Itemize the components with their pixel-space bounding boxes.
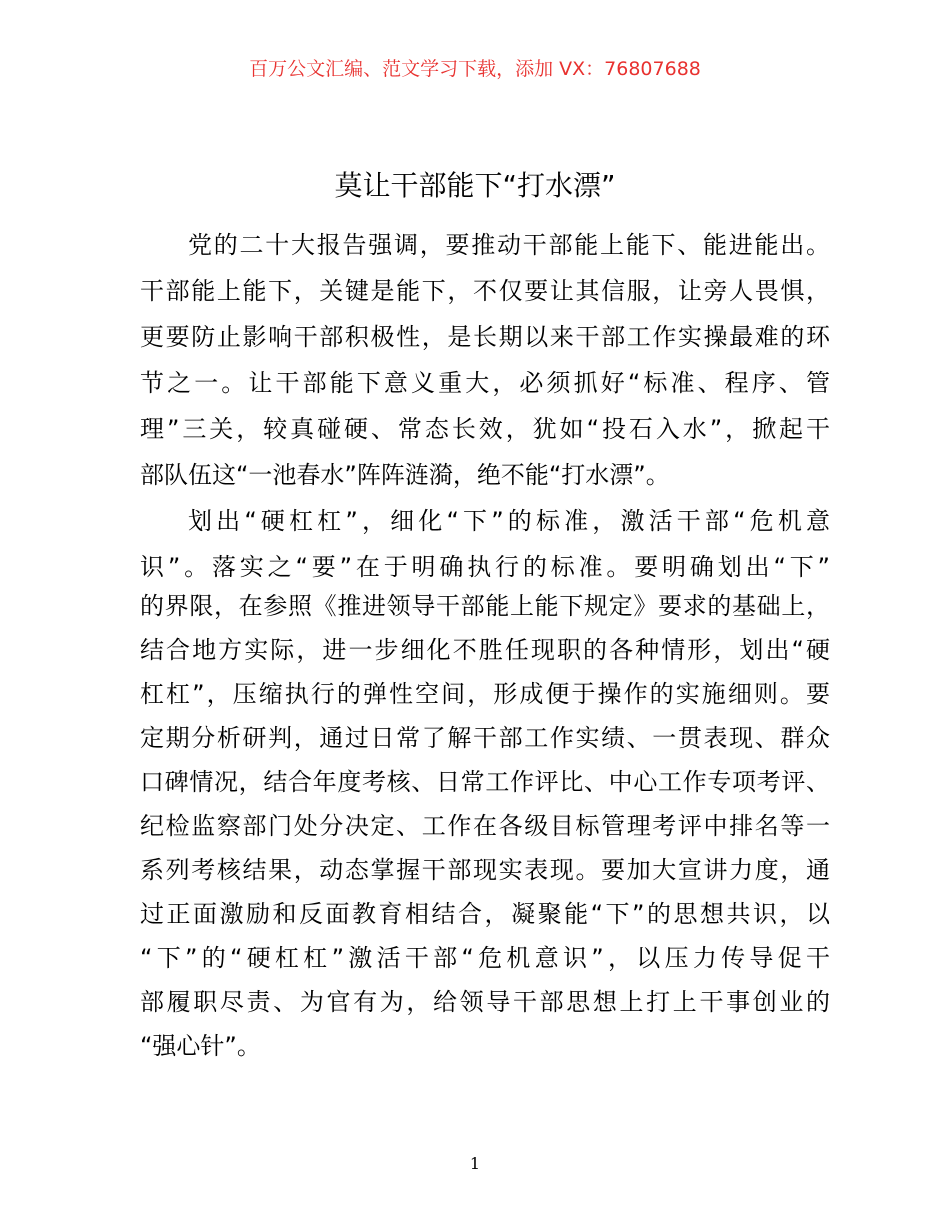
paragraph-line: 的界限，在参照《推进领导干部能上能下规定》要求的基础上， <box>140 592 830 620</box>
paragraph-line: 口碑情况，结合年度考核、日常工作评比、中心工作专项考评、 <box>140 768 830 796</box>
document-title: 莫让干部能下“打水漂” <box>334 169 616 202</box>
paragraph-line: 结合地方实际，进一步细化不胜任现职的各种情形，划出“硬 <box>140 636 830 664</box>
paragraph-line: 系列考核结果，动态掌握干部现实表现。要加大宣讲力度，通 <box>140 856 830 884</box>
paragraph-line: 识”。落实之“要”在于明确执行的标准。要明确划出“下” <box>140 553 830 581</box>
page-number: 1 <box>469 1154 481 1173</box>
paragraph-line: 更要防止影响干部积极性，是长期以来干部工作实操最难的环 <box>140 323 830 351</box>
paragraph-line: 过正面激励和反面教育相结合，凝聚能“下”的思想共识，以 <box>140 900 830 928</box>
paragraph-line: 党的二十大报告强调，要推动干部能上能下、能进能出。 <box>188 231 830 259</box>
paragraph-line: 理”三关，较真碰硬、常态长效，犹如“投石入水”，掀起干 <box>140 415 830 443</box>
paragraph-line: “下”的“硬杠杠”激活干部“危机意识”，以压力传导促干 <box>140 944 830 972</box>
paragraph-line: 定期分析研判，通过日常了解干部工作实绩、一贯表现、群众 <box>140 724 830 752</box>
paragraph-line: 纪检监察部门处分决定、工作在各级目标管理考评中排名等一 <box>140 812 830 840</box>
paragraph-line: 划出“硬杠杠”，细化“下”的标准，激活干部“危机意 <box>188 507 830 535</box>
paragraph-line: 干部能上能下，关键是能下，不仅要让其信服，让旁人畏惧， <box>140 277 830 305</box>
paragraph-line: 部队伍这“一池春水”阵阵涟漪，绝不能“打水漂”。 <box>140 461 670 489</box>
paragraph-line: 杠杠”，压缩执行的弹性空间，形成便于操作的实施细则。要 <box>140 680 830 708</box>
paragraph-line: 节之一。让干部能下意义重大，必须抓好“标准、程序、管 <box>140 369 830 397</box>
paragraph-line: “强心针”。 <box>140 1032 261 1060</box>
paragraph-line: 部履职尽责、为官有为，给领导干部思想上打上干事创业的 <box>140 988 830 1016</box>
header-banner: 百万公文汇编、范文学习下载，添加 VX：76807688 <box>249 58 701 80</box>
